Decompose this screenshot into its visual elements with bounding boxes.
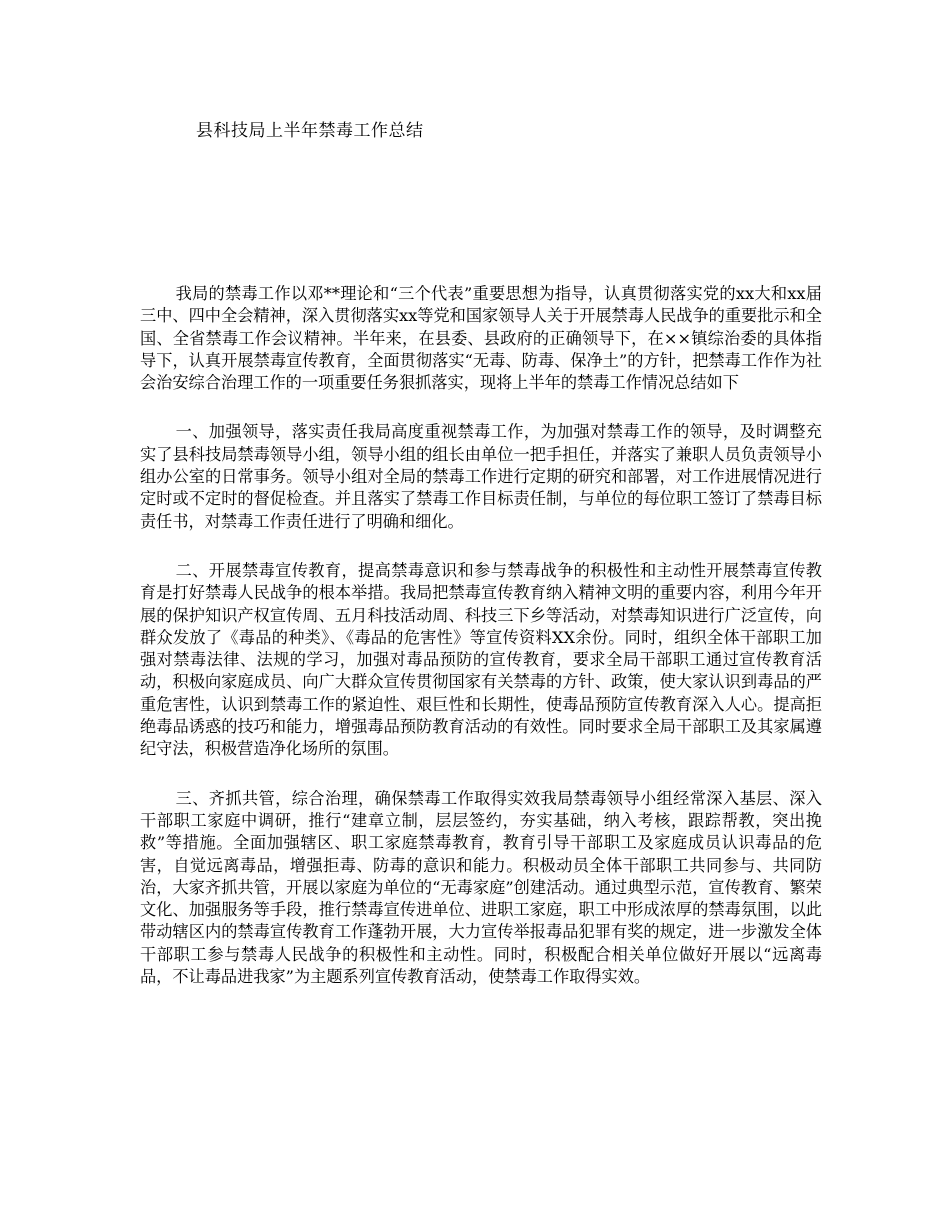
paragraph-section-3: 三、齐抓共管，综合治理，确保禁毒工作取得实效我局禁毒领导小组经常深入基层、深入干部职工家庭中调研，推行“建章立制，层层签约，夯实基础，纳入考核，跟踪帮教，突出挽救”等措施。全面加强辖区、职工家庭禁毒教育，教育引导干部职工及家庭成员认识毒品的危害，自觉远离毒品，增强拒毒、防毒的意识和能力。积极动员全体干部职工共同参与、共同防治，大家齐抓共管，开展以家庭为单位的“无毒家庭”创建活动。通过典型示范，宣传教育、繁荣文化、加强服务等手段，推行禁毒宣传进单位、进职工家庭，职工中形成浓厚的禁毒氛围，以此带动辖区内的禁毒宣传教育工作蓬勃开展，大力宣传举报毒品犯罪有奖的规定，进一步激发全体干部职工参与禁毒人民战争的积极性和主动性。同时，积极配合相关单位做好开展以“远离毒品，不让毒品进我家”为主题系列宣传教育活动，使禁毒工作取得实效。 (140, 788, 822, 987)
paragraph-intro: 我局的禁毒工作以邓**理论和“三个代表”重要思想为指导，认真贯彻落实党的xx大和xx届三中、四中全会精神，深入贯彻落实xx等党和国家领导人关于开展禁毒人民战争的重要批示和全国、全省禁毒工作会议精神。半年来，在县委、县政府的正确领导下，在××镇综治委的具体指导下，认真开展禁毒宣传教育，全面贯彻落实“无毒、防毒、保净土”的方针，把禁毒工作作为社会治安综合治理工作的一项重要任务狠抓落实，现将上半年的禁毒工作情况总结如下 (140, 284, 822, 393)
document-title: 县科技局上半年禁毒工作总结 (196, 121, 424, 141)
document-body (140, 283, 822, 1015)
paragraph-section-1: 一、加强领导，落实责任我局高度重视禁毒工作，为加强对禁毒工作的领导，及时调整充实了县科技局禁毒领导小组，领导小组的组长由单位一把手担任，并落实了兼职人员负责领导小组办公室的日常事务。领导小组对全局的禁毒工作进行定期的研究和部署，对工作进展情况进行定时或不定时的督促检查。并且落实了禁毒工作目标责任制，与单位的每位职工签订了禁毒目标责任书，对禁毒工作责任进行了明确和细化。 (140, 422, 822, 531)
paragraph-section-2: 二、开展禁毒宣传教育，提高禁毒意识和参与禁毒战争的积极性和主动性开展禁毒宣传教育是打好禁毒人民战争的根本举措。我局把禁毒宣传教育纳入精神文明的重要内容，利用今年开展的保护知识产权宣传周、五月科技活动周、科技三下乡等活动，对禁毒知识进行广泛宣传，向群众发放了《毒品的种类》、《毒品的危害性》等宣传资料XX余份。同时，组织全体干部职工加强对禁毒法律、法规的学习，加强对毒品预防的宣传教育，要求全局干部职工通过宣传教育活动，积极向家庭成员、向广大群众宣传贯彻国家有关禁毒的方针、政策，使大家认识到毒品的严重危害性，认识到禁毒工作的紧迫性、艰巨性和长期性，使毒品预防宣传教育深入人心。提高拒绝毒品诱惑的技巧和能力，增强毒品预防教育活动的有效性。同时要求全局干部职工及其家属遵纪守法，积极营造净化场所的氛围。 (140, 560, 822, 759)
